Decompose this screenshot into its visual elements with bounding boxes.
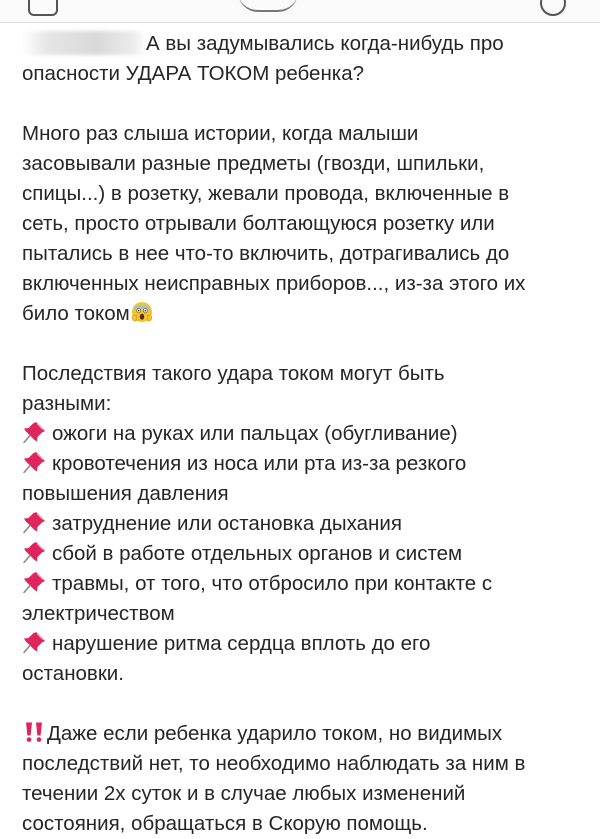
pushpin-icon (22, 631, 46, 653)
caption-line: било током (22, 299, 592, 329)
list-item: кровотечения из носа или рта из-за резкого (22, 449, 592, 479)
top-bar-icon-fragment-right[interactable] (540, 0, 566, 16)
list-item-continuation: остановки. (22, 662, 124, 685)
redacted-username (22, 31, 146, 55)
caption-line: сеть, просто отрывали болтающуюся розетку или (22, 212, 495, 235)
pushpin-icon (22, 421, 46, 443)
post-caption (22, 29, 592, 839)
caption-line: спицы...) в розетку, жевали провода, включенные в (22, 182, 510, 205)
caption-line: засовывали разные предметы (гвозди, шпильки, (22, 152, 485, 175)
caption-line: последствий нет, то необходимо наблюдать за ним в (22, 752, 526, 775)
caption-line: состояния, обращаться в Скорую помощь. (22, 812, 428, 835)
list-item-continuation: электричеством (22, 602, 175, 625)
warning-line: Даже если ребенка ударило током, но видимых (22, 719, 592, 749)
list-item: травмы, от того, что отбросило при контакте с (22, 569, 592, 599)
face-screaming-icon (130, 300, 154, 324)
caption-line: опасности УДАРА ТОКОМ ребенка? (22, 62, 364, 85)
app-top-bar-cropped (0, 0, 600, 23)
top-bar-icon-fragment[interactable] (28, 0, 58, 16)
list-item: затруднение или остановка дыхания (22, 509, 592, 539)
list-item: сбой в работе отдельных органов и систем (22, 539, 592, 569)
caption-line: пытались в нее что-то включить, дотрагивались до (22, 242, 510, 265)
top-bar-logo-fragment (238, 0, 298, 12)
caption-line: А вы задумывались когда-нибудь про (22, 29, 592, 59)
caption-line: разными: (22, 392, 112, 415)
list-item: нарушение ритма сердца вплоть до его (22, 629, 592, 659)
caption-line: включенных неисправных приборов..., из-за этого их (22, 272, 526, 295)
double-exclamation-icon (22, 721, 46, 743)
caption-line: течении 2х суток и в случае любых изменений (22, 782, 466, 805)
list-item-continuation: повышения давления (22, 482, 229, 505)
pushpin-icon (22, 541, 46, 563)
pushpin-icon (22, 511, 46, 533)
pushpin-icon (22, 571, 46, 593)
caption-line: Последствия такого удара током могут быть (22, 362, 445, 385)
pushpin-icon (22, 451, 46, 473)
list-item: ожоги на руках или пальцах (обугливание) (22, 419, 592, 449)
caption-line: Много раз слыша истории, когда малыши (22, 122, 419, 145)
